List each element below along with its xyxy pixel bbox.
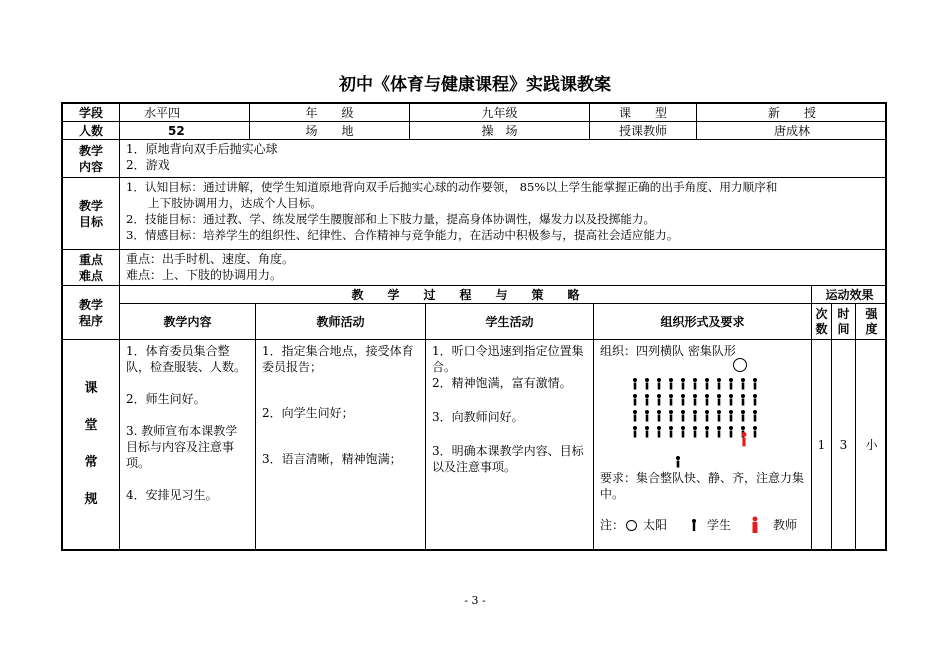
student-icon [676, 456, 680, 468]
content-step: 3. 教师宣布本课教学目标与内容及注意事项。 [126, 424, 238, 470]
student-icon [693, 426, 697, 438]
section-organization [594, 340, 812, 549]
content-step: 1．体育委员集合整队，检查服装、人数。 [126, 344, 247, 374]
cell-teacher-label: 授课教师 [590, 122, 697, 140]
teacher-icon [742, 432, 747, 446]
cell-grade-value: 九年级 [410, 104, 590, 122]
teacher-step: 1．指定集合地点，接受体育委员报告； [262, 344, 414, 374]
cell-venue-label: 场 地 [250, 122, 410, 140]
student-icon [633, 394, 637, 406]
formation-diagram [594, 374, 812, 474]
legend: 注： 太阳 学生 教师 [600, 518, 798, 532]
student-icon [729, 378, 733, 390]
keypoints-text [120, 250, 887, 286]
student-icon [645, 426, 649, 438]
goal-cognitive: 1．认知目标：通过讲解，使学生知道原地背向双手后抛实心球的动作要领， 85%以上学生能掌握正确的出手角度、用力顺序和 [126, 180, 778, 194]
student-icon [681, 410, 685, 422]
student-step: 2．精神饱满，富有激情。 [432, 376, 572, 390]
student-icon [645, 410, 649, 422]
student-icon [717, 378, 721, 390]
student-icon [657, 378, 661, 390]
student-icon [681, 378, 685, 390]
effect-count: 1 [812, 340, 832, 549]
student-step: 3．向教师问好。 [432, 410, 524, 424]
student-icon [717, 394, 721, 406]
section-teaching-content [120, 340, 256, 549]
col-intensity: 强度 [856, 304, 887, 340]
student-icon [633, 378, 637, 390]
goals-label: 教学 目标 [63, 178, 120, 250]
student-icon [729, 426, 733, 438]
page-number: - 3 - [464, 594, 486, 607]
student-icon [633, 410, 637, 422]
org-requirement: 要求：集合整队快、静、齐，注意力集中。 [600, 471, 805, 501]
cell-count-label: 人数 [63, 122, 120, 140]
student-icon [645, 378, 649, 390]
cell-type-value: 新 授 [697, 104, 887, 122]
cell-stage-label: 学段 [63, 104, 120, 122]
goals-items [120, 178, 887, 250]
sun-icon [626, 520, 637, 531]
col-time: 时间 [832, 304, 856, 340]
content-step: 4．安排见习生。 [126, 488, 218, 502]
student-icon [633, 426, 637, 438]
student-icon [717, 410, 721, 422]
org-title: 组织：四列横队 密集队形 [600, 344, 736, 358]
col-teacher-activity: 教师活动 [256, 304, 426, 340]
content-item: 1．原地背向双手后抛实心球 [126, 142, 278, 156]
sun-icon [733, 358, 747, 372]
student-icon [693, 394, 697, 406]
student-icon [705, 410, 709, 422]
lesson-plan-table [61, 102, 887, 551]
content-items [120, 140, 887, 178]
student-icon [717, 426, 721, 438]
effect-time: 3 [832, 340, 856, 549]
student-icon [753, 426, 757, 438]
student-icon [741, 378, 745, 390]
cell-count-value: 52 [120, 122, 250, 140]
goal-skill: 2．技能目标：通过教、学、练发展学生腰腹部和上下肢力量，提高身体协调性，爆发力以及投掷能力。 [126, 212, 656, 226]
goal-emotion: 3．情感目标：培养学生的组织性、纪律性、合作精神与竞争能力，在活动中积极参与，提高社会适应能力。 [126, 228, 679, 242]
key-point: 重点：出手时机、速度、角度。 [126, 252, 295, 266]
process-header: 教 学 过 程 与 策 略 [120, 286, 812, 304]
student-icon [645, 394, 649, 406]
student-icon [741, 394, 745, 406]
teacher-icon [749, 516, 761, 534]
page-title: 初中《体育与健康课程》实践课教案 [339, 75, 611, 95]
student-icon [681, 426, 685, 438]
teacher-step: 3．语言清晰，精神饱满； [262, 452, 402, 466]
section-label: 课 堂 常 规 [63, 340, 120, 549]
cell-type-label: 课 型 [590, 104, 697, 122]
student-icon [705, 394, 709, 406]
student-icon [669, 394, 673, 406]
student-step: 3．明确本课教学内容、目标以及注意事项。 [432, 444, 584, 474]
student-formation [633, 378, 757, 468]
student-icon [669, 410, 673, 422]
effect-intensity: 小 [865, 437, 878, 452]
student-icon [705, 378, 709, 390]
col-teaching-content: 教学内容 [120, 304, 256, 340]
student-icon [729, 410, 733, 422]
student-icon [689, 518, 699, 532]
goal-cognitive-cont: 上下肢协调用力，达成个人目标。 [148, 196, 322, 210]
student-step: 1．听口令迅速到指定位置集合。 [432, 344, 584, 374]
col-student-activity: 学生活动 [426, 304, 594, 340]
student-icon [753, 394, 757, 406]
col-organization: 组织形式及要求 [594, 304, 812, 340]
content-label: 教学 内容 [63, 140, 120, 178]
student-icon [705, 426, 709, 438]
student-icon [669, 426, 673, 438]
student-icon [741, 410, 745, 422]
student-icon [669, 378, 673, 390]
cell-teacher-value: 唐成林 [697, 122, 887, 140]
cell-grade-label: 年 级 [250, 104, 410, 122]
teacher-step: 2．向学生问好； [262, 406, 354, 420]
keypoints-label: 重点 难点 [63, 250, 120, 286]
section-student-activity [426, 340, 594, 549]
student-icon [657, 410, 661, 422]
content-step: 2．师生问好。 [126, 392, 206, 406]
cell-stage-value: 水平四 [120, 104, 250, 122]
difficulty-point: 难点：上、下肢的协调用力。 [126, 268, 283, 282]
student-icon [693, 410, 697, 422]
student-icon [753, 410, 757, 422]
section-teacher-activity [256, 340, 426, 549]
effect-header: 运动效果 [812, 286, 887, 304]
student-icon [657, 394, 661, 406]
student-icon [753, 378, 757, 390]
student-icon [681, 394, 685, 406]
col-count: 次数 [812, 304, 832, 340]
student-icon [729, 394, 733, 406]
cell-venue-value: 操 场 [410, 122, 590, 140]
student-icon [657, 426, 661, 438]
student-icon [693, 378, 697, 390]
content-item: 2．游戏 [126, 158, 170, 172]
process-label: 教学 程序 [63, 286, 120, 340]
